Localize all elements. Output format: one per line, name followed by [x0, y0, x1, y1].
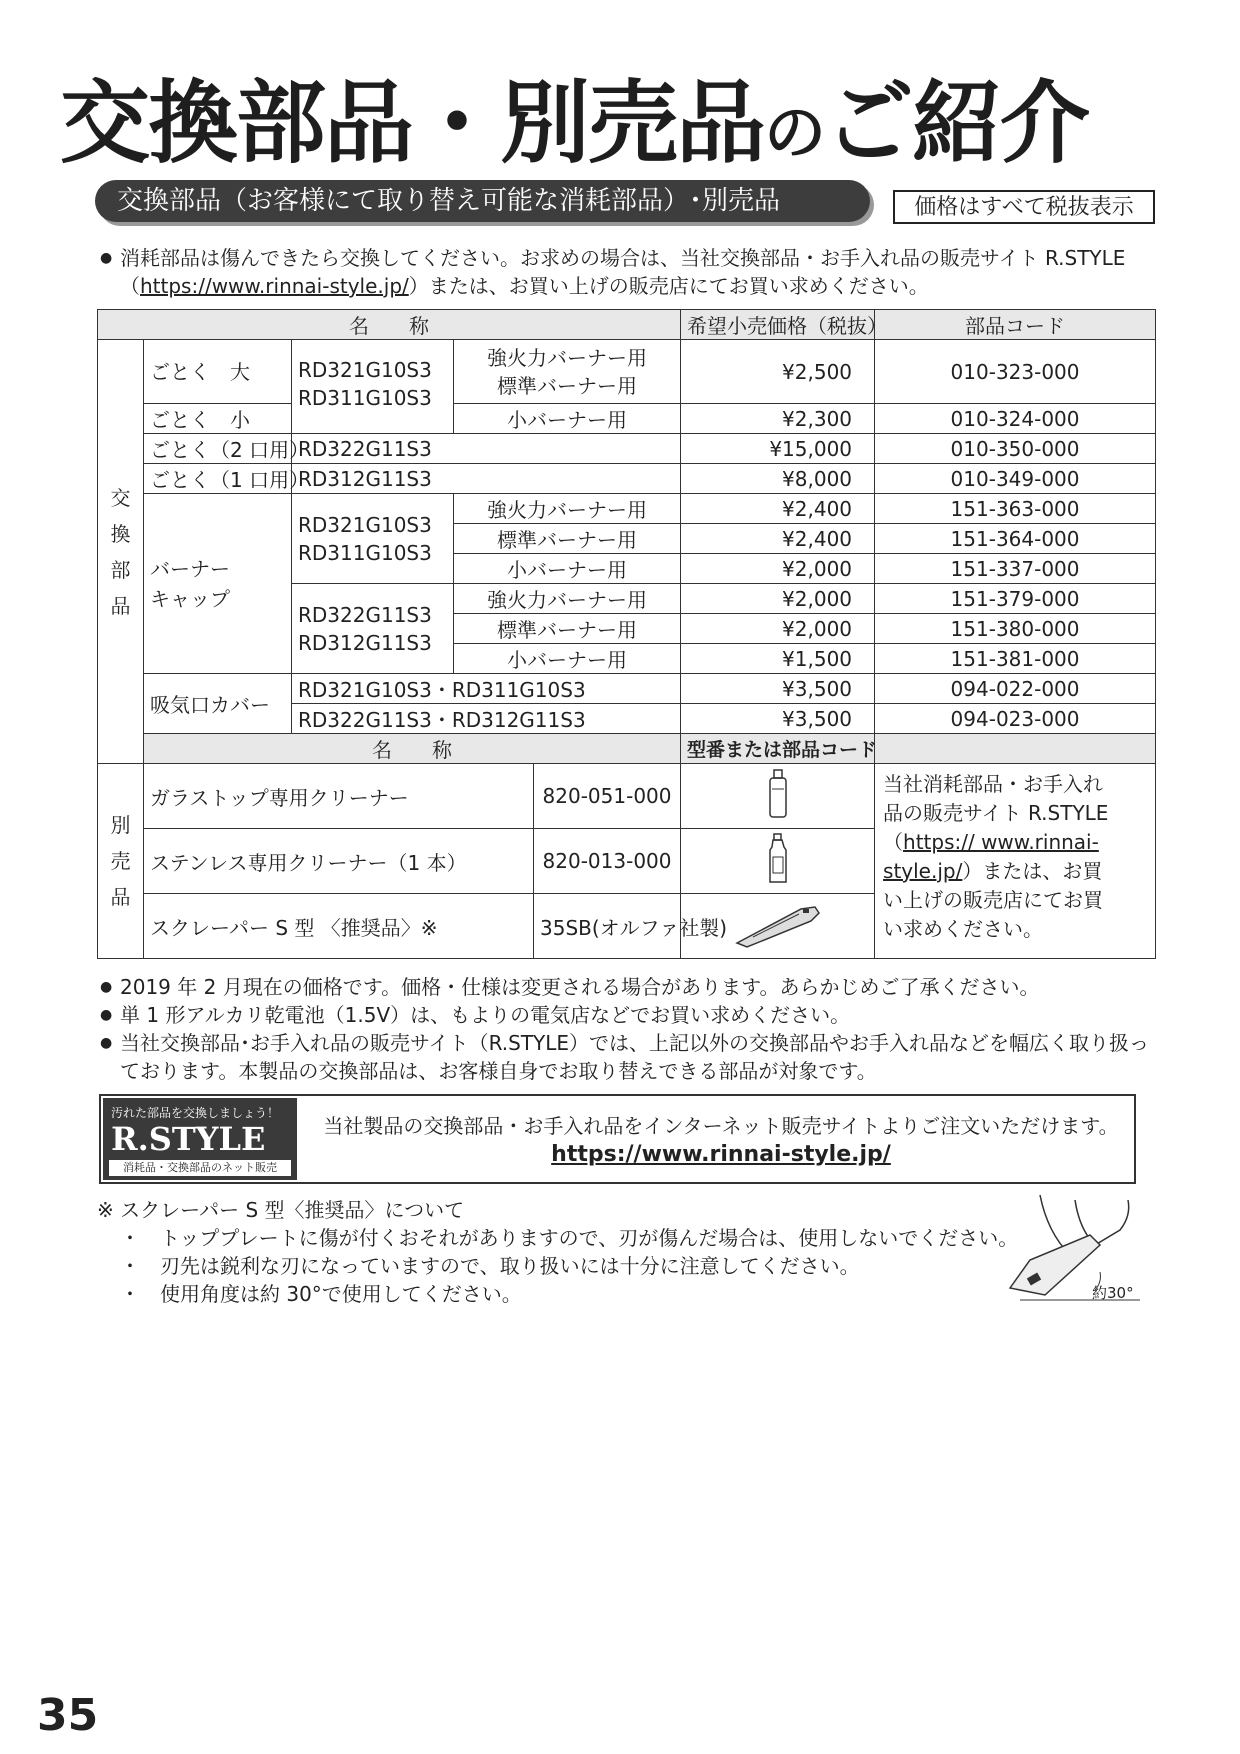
note-rstyle-2: ております。本製品の交換部品は、お客様自身でお取り替えできる部品が対象です。 — [120, 1059, 877, 1083]
burner-sub: 小バーナー用 — [454, 644, 681, 674]
gotoku-sub-2: 小バーナー用 — [454, 404, 681, 434]
scraper-angle-illustration — [1000, 1190, 1150, 1310]
scraper-note: ・ 刃先は鋭利な刃になっていますので、取り扱いには十分に注意してください。 — [120, 1254, 860, 1278]
gotoku1-code: 010-349-000 — [875, 464, 1156, 494]
intake-cover-name: 吸気口カバー — [144, 674, 292, 734]
gotoku2-code: 010-350-000 — [875, 434, 1156, 464]
angle-label: 約30° — [1092, 1284, 1134, 1302]
section-heading: 交換部品（お客様にて取り替え可能な消耗部品）･別売品 — [95, 180, 870, 222]
burner-sub: 強火力バーナー用 — [454, 584, 681, 614]
acc-header-name: 名 称 — [144, 734, 681, 764]
burner-price: ¥1,500 — [681, 644, 875, 674]
rstyle-description: 当社製品の交換部品・お手入れ品をインターネット販売サイトよりご注文いただけます。 — [323, 1114, 1119, 1138]
burner-cap-label: バーナー キャップ — [144, 494, 292, 674]
header-code: 部品コード — [875, 310, 1156, 340]
rstyle-logo: 汚れた部品を交換しましょう！ R.STYLE 消耗品・交換部品のネット販売 — [103, 1098, 297, 1180]
gotoku-large: ごとく 大 — [144, 340, 292, 404]
gotoku1-model: RD312G11S3 — [292, 464, 681, 494]
intake-code: 094-022-000 — [875, 674, 1156, 704]
burner-code: 151-380-000 — [875, 614, 1156, 644]
gotoku-code-1: 010-323-000 — [875, 340, 1156, 404]
gotoku2-name: ごとく（2 口用） — [144, 434, 292, 464]
rstyle-link-3[interactable]: style.jp/ — [883, 859, 963, 883]
scraper-note: ・ 使用角度は約 30°で使用してください。 — [120, 1282, 522, 1306]
gotoku2-price: ¥15,000 — [681, 434, 875, 464]
burner-sub: 小バーナー用 — [454, 554, 681, 584]
intake-price: ¥3,500 — [681, 674, 875, 704]
burner-price: ¥2,000 — [681, 584, 875, 614]
cleaner-bottle-icon — [681, 829, 875, 894]
group-label-accessories: 別 売 品 — [98, 764, 144, 959]
burner-models-2: RD322G11S3 RD312G11S3 — [292, 584, 454, 674]
gotoku-price-1: ¥2,500 — [681, 340, 875, 404]
rstyle-url-wrap — [321, 1142, 1121, 1167]
burner-code: 151-379-000 — [875, 584, 1156, 614]
gotoku1-name: ごとく（1 口用） — [144, 464, 292, 494]
intake-model: RD322G11S3・RD312G11S3 — [292, 704, 681, 734]
header-price: 希望小売価格（税抜） — [681, 310, 875, 340]
rstyle-link[interactable]: https://www.rinnai-style.jp/ — [140, 274, 409, 298]
note-battery: ● 単 1 形アルカリ乾電池（1.5V）は、もよりの電気店などでお買い求めください。 — [120, 1001, 850, 1029]
page-title: 交換部品・別売品のご紹介 — [60, 70, 1089, 176]
accessory-code: 820-013-000 — [534, 829, 681, 894]
acc-header-code: 型番または部品コード — [681, 734, 875, 764]
header-name: 名 称 — [98, 310, 681, 340]
burner-price: ¥2,400 — [681, 524, 875, 554]
tax-note: 価格はすべて税抜表示 — [893, 190, 1155, 224]
burner-code: 151-363-000 — [875, 494, 1156, 524]
burner-price: ¥2,000 — [681, 614, 875, 644]
intro-line-1: ● 消耗部品は傷んできたら交換してください。お求めの場合は、当社交換部品・お手入れ品の販売サイト R.STYLE — [120, 244, 1125, 272]
gotoku1-price: ¥8,000 — [681, 464, 875, 494]
accessory-name: ステンレス専用クリーナー（1 本） — [144, 829, 534, 894]
burner-price: ¥2,000 — [681, 554, 875, 584]
gotoku-small: ごとく 小 — [144, 404, 292, 434]
rstyle-url[interactable]: https://www.rinnai-style.jp/ — [551, 1142, 891, 1167]
burner-price: ¥2,400 — [681, 494, 875, 524]
group-label-parts: 交 換 部 品 — [98, 340, 144, 764]
rstyle-banner — [99, 1094, 1136, 1184]
burner-code: 151-381-000 — [875, 644, 1156, 674]
accessory-name: ガラストップ専用クリーナー — [144, 764, 534, 829]
page-number: 35 — [37, 1690, 99, 1741]
note-price-date: ● 2019 年 2 月現在の価格です。価格・仕様は変更される場合があります。あらかじめご了承ください。 — [120, 973, 1040, 1001]
rstyle-link-2[interactable]: https:// www.rinnai- — [903, 830, 1099, 854]
burner-code: 151-337-000 — [875, 554, 1156, 584]
accessory-code: 820-051-000 — [534, 764, 681, 829]
parts-table — [97, 309, 1156, 959]
cleaner-bottle-icon — [681, 764, 875, 829]
intake-model: RD321G10S3・RD311G10S3 — [292, 674, 681, 704]
scraper-notes-heading: ※ スクレーパー S 型〈推奨品〉について — [97, 1198, 465, 1222]
gotoku-models: RD321G10S3 RD311G10S3 — [292, 340, 454, 434]
burner-sub: 強火力バーナー用 — [454, 494, 681, 524]
gotoku-sub-1: 強火力バーナー用 標準バーナー用 — [454, 340, 681, 404]
intake-price: ¥3,500 — [681, 704, 875, 734]
gotoku-price-2: ¥2,300 — [681, 404, 875, 434]
burner-models-1: RD321G10S3 RD311G10S3 — [292, 494, 454, 584]
accessory-name: スクレーパー S 型 〈推奨品〉※ — [144, 894, 534, 959]
scraper-note: ・ トッププレートに傷が付くおそれがありますので、刃が傷んだ場合は、使用しないでください。 — [120, 1226, 1019, 1250]
gotoku2-model: RD322G11S3 — [292, 434, 681, 464]
burner-sub: 標準バーナー用 — [454, 614, 681, 644]
intro-line-2: （https://www.rinnai-style.jp/）または、お買い上げの販売店にてお買い求めください。 — [120, 274, 929, 298]
accessory-code: 35SB(オルファ社製) — [534, 894, 681, 959]
burner-code: 151-364-000 — [875, 524, 1156, 554]
accessory-note: 当社消耗部品・お手入れ 品の販売サイト R.STYLE （https:// www.rinnai- style.jp/）または、お買 い上げの販売店にてお買 い求めください。 — [875, 764, 1156, 959]
note-rstyle-1: ● 当社交換部品･お手入れ品の販売サイト（R.STYLE）では、上記以外の交換部品やお手入れ品などを幅広く取り扱っ — [120, 1029, 1149, 1057]
burner-sub: 標準バーナー用 — [454, 524, 681, 554]
intake-code: 094-023-000 — [875, 704, 1156, 734]
gotoku-code-2: 010-324-000 — [875, 404, 1156, 434]
